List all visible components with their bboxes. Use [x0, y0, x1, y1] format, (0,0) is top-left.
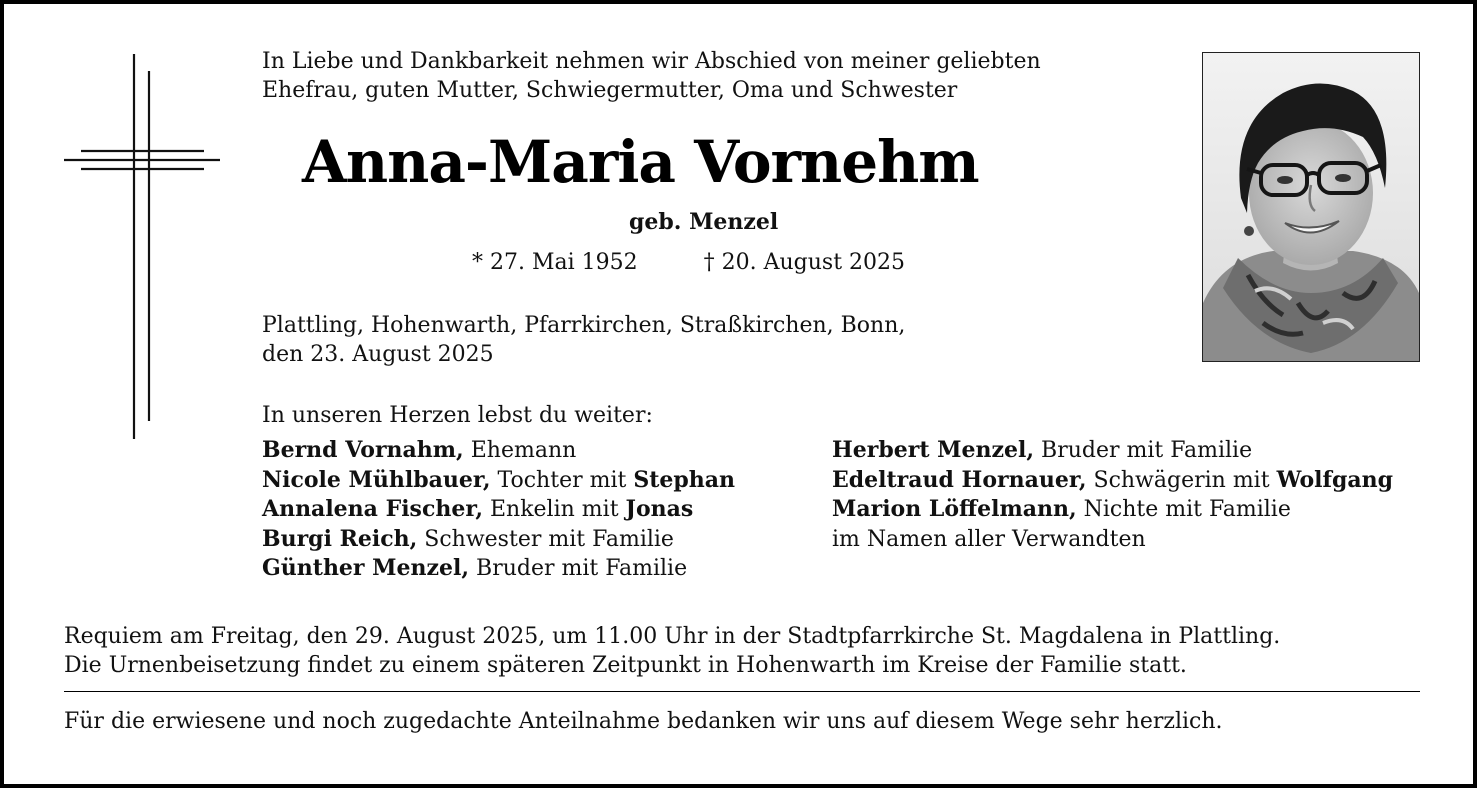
- place-line-1: Plattling, Hohenwarth, Pfarrkirchen, Straßkirchen, Bonn,: [262, 313, 906, 338]
- cross-icon: [59, 49, 224, 444]
- intro-line-2: Ehefrau, guten Mutter, Schwiegermutter, Oma und Schwester: [262, 78, 958, 103]
- place-and-date: [262, 311, 905, 369]
- deceased-name: Anna-Maria Vornehm: [302, 128, 979, 196]
- mourner-entry: Günther Menzel, Bruder mit Familie: [262, 555, 688, 581]
- requiem-line-2: Die Urnenbeisetzung findet zu einem späteren Zeitpunkt in Hohenwarth im Kreise der Familie statt.: [64, 653, 1187, 678]
- mourner-entry: Annalena Fischer, Enkelin mit Jonas: [262, 496, 694, 522]
- intro-line-1: In Liebe und Dankbarkeit nehmen wir Abschied von meiner geliebten: [262, 49, 1041, 74]
- requiem-text: [64, 622, 1280, 680]
- life-dates: [472, 248, 905, 277]
- mourner-entry: Nicole Mühlbauer, Tochter mit Stephan: [262, 466, 736, 493]
- mourner-entry: Marion Löffelmann, Nichte mit Familie: [832, 496, 1291, 522]
- in-hearts-heading: In unseren Herzen lebst du weiter:: [262, 403, 653, 428]
- birth-date: * 27. Mai 1952: [472, 250, 638, 275]
- birth-name: geb. Menzel: [629, 209, 779, 235]
- mourners-right-column: [832, 436, 1393, 554]
- death-date: † 20. August 2025: [703, 250, 906, 275]
- divider: [64, 691, 1420, 692]
- mourners-left-column: [262, 436, 735, 584]
- mourner-entry: Edeltraud Hornauer, Schwägerin mit Wolfgang: [832, 466, 1393, 493]
- mourner-entry: im Namen aller Verwandten: [832, 526, 1146, 552]
- place-line-2: den 23. August 2025: [262, 342, 494, 367]
- thanks-text: Für die erwiesene und noch zugedachte Anteilnahme bedanken wir uns auf diesem Wege sehr herzlich.: [64, 709, 1223, 734]
- requiem-line-1: Requiem am Freitag, den 29. August 2025, um 11.00 Uhr in der Stadtpfarrkirche St. Magdalena in Plattling.: [64, 624, 1281, 649]
- mourner-entry: Burgi Reich, Schwester mit Familie: [262, 525, 674, 552]
- mourner-entry: Herbert Menzel, Bruder mit Familie: [832, 437, 1253, 463]
- mourner-entry: Bernd Vornahm, Ehemann: [262, 437, 577, 463]
- intro-text: [262, 47, 1041, 105]
- portrait-photo: [1202, 52, 1420, 362]
